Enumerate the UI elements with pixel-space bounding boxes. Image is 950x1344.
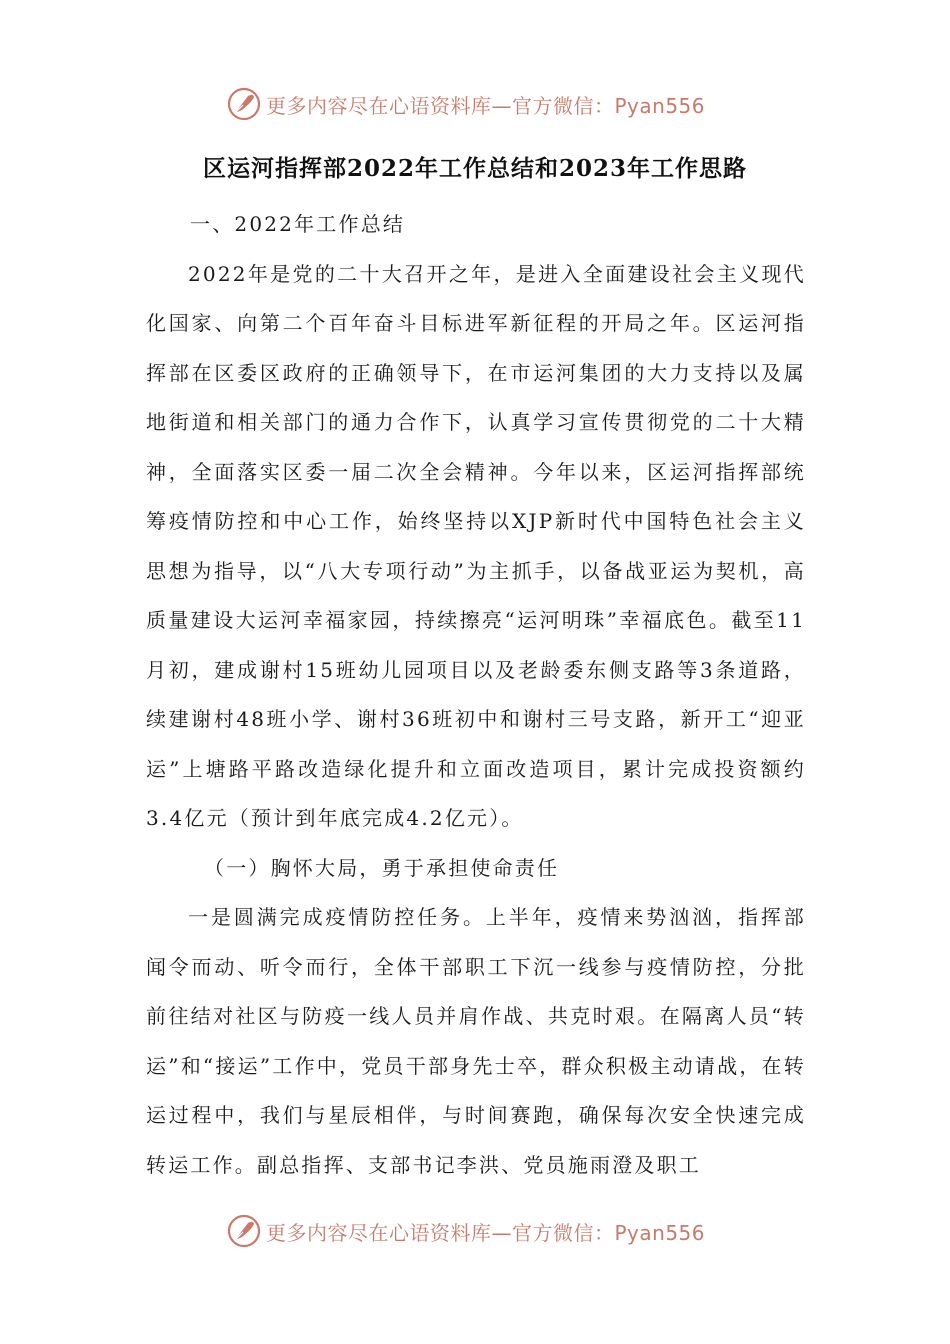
watermark-footer — [226, 1211, 705, 1251]
watermark-text: 更多内容尽在心语资料库—官方微信：Pyan556 — [266, 93, 706, 118]
section-heading: 一、2022年工作总结 — [190, 212, 406, 236]
quill-logo-icon — [226, 1213, 262, 1249]
document-body — [146, 200, 806, 1190]
watermark-text: 更多内容尽在心语资料库—官方微信：Pyan556 — [266, 1220, 706, 1245]
paragraph-one: 一是圆满完成疫情防控任务。上半年，疫情来势汹汹，指挥部闻令而动、听令而行，全体干部职工下沉一线参与疫情防控，分批前往结对社区与防疫一线人员并肩作战、共克时艰。在隔离人员“转运”和“接运”工作中，党员干部身先士卒，群众积极主动请战，在转运过程中，我们与星辰相伴，与时间赛跑，确保每次安全快速完成转运工作。副总指挥、支部书记李洪、党员施雨澄及职工 — [146, 905, 806, 1177]
subsection-heading: （一）胸怀大局，勇于承担使命责任 — [204, 855, 560, 880]
watermark-header — [226, 84, 705, 124]
quill-logo-icon — [226, 86, 262, 122]
document-title: 区运河指挥部2022年工作总结和2023年工作思路 — [202, 155, 748, 182]
paragraph-intro: 2022年是党的二十大召开之年，是进入全面建设社会主义现代化国家、向第二个百年奋斗目标进军新征程的开局之年。区运河指挥部在区委区政府的正确领导下，在市运河集团的大力支持以及属地街道和相关部门的通力合作下，认真学习宣传贯彻党的二十大精神，全面落实区委一届二次全会精神。今年以来，区运河指挥部统筹疫情防控和中心工作，始终坚持以XJP新时代中国特色社会主义思想为指导，以“八大专项行动”为主抓手，以备战亚运为契机，高质量建设大运河幸福家园，持续擦亮“运河明珠”幸福底色。截至11月初，建成谢村15班幼儿园项目以及老龄委东侧支路等3条道路，续建谢村48班小学、谢村36班初中和谢村三号支路，新开工“迎亚运”上塘路平路改造绿化提升和立面改造项目，累计完成投资额约3.4亿元（预计到年底完成4.2亿元）。 — [146, 261, 806, 830]
